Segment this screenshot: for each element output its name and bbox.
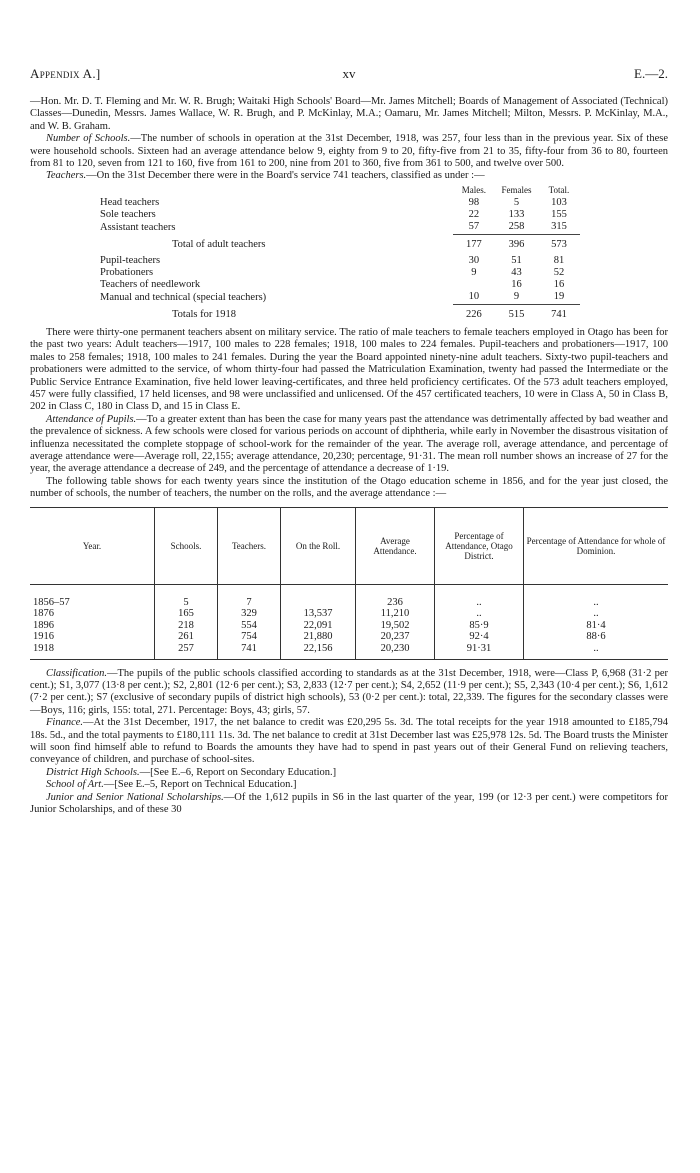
- scholar-text: —Of the 1,612 pupils in S6 in the last quarter of the year, 199 (or 12·3 per cent.) were competitors for Junior Scholarships, and of these 30: [30, 791, 668, 815]
- statistics-table: [30, 507, 668, 660]
- teachers-detail-paragraph: There were thirty-one permanent teachers absent on military service. The ratio of male teachers to female teachers employed in Otago has been for the past two years: Adult teachers—1917, 100 males to 228 females; 1918, 100 males to 224 females. Pupil-teachers and probationers—1917, 100 males to 258 females; 1918, 100 males to 241 females. During the year the Board appointed ninety-nine adult teachers. Sixty-two pupil-teachers and probationers were admitted to the service, of whom thirty-four had passed the Matriculation Examination, twenty had passed the Intermediate or the Public Service Entrance Examination, five held lower leaving-certificates, and three held proficiency certificates. Of the 573 adult teachers employed, 457 were fully classified, 17 held licenses, and 98 were unclassified and unlicensed. Of the 457 certificated teachers, 10 were in Class A, 50 in Class B, 202 in Class C, 180 in Class D, and 15 in Class E.: [30, 326, 668, 413]
- col-teachers: Teachers.: [218, 507, 281, 584]
- header-document-code: E.—2.: [634, 66, 668, 81]
- scholarships-paragraph: [30, 792, 668, 817]
- school-of-art-paragraph: [30, 779, 668, 791]
- table-row: Sole teachers 22 133 155: [100, 209, 567, 221]
- table-row: Teachers of needlework 16 16: [100, 279, 565, 291]
- classification-paragraph: [30, 668, 668, 718]
- teachers-text: —On the 31st December there were in the Board's service 741 teachers, classified as under :—: [86, 170, 485, 182]
- table-row: 1896 218 554 22,091 19,502 85·9 81·4: [30, 620, 668, 632]
- dhs-heading: District High Schools.: [46, 766, 140, 778]
- table-row: 1916 261 754 21,880 20,237 92·4 88·6: [30, 631, 668, 643]
- district-high-schools-paragraph: [30, 767, 668, 779]
- col-schools: Schools.: [155, 507, 218, 584]
- grand-total-row: Totals for 1918 226 515 741: [172, 308, 567, 320]
- attendance-heading: Attendance of Pupils.: [46, 413, 137, 425]
- col-males: Males.: [461, 184, 487, 195]
- page-body: [30, 96, 668, 816]
- table-row: 1918 257 741 22,156 20,230 91·31 ..: [30, 643, 668, 659]
- teachers-paragraph: [30, 170, 668, 182]
- table-row: Pupil-teachers 30 51 81: [100, 254, 565, 266]
- col-on-the-roll: On the Roll.: [281, 507, 356, 584]
- scholar-heading: Junior and Senior National Scholarships.: [46, 791, 224, 803]
- finance-paragraph: [30, 717, 668, 767]
- table-row: Assistant teachers 57 258 315: [100, 221, 567, 233]
- finance-heading: Finance.: [46, 717, 84, 729]
- page-header: [30, 66, 668, 82]
- table-row: Probationers 9 43 52: [100, 267, 565, 279]
- classification-text: —The pupils of the public schools classified according to standards as at the 31st December, 1918, were—Class P, 6,968 (31·2 per cent.); S1, 3,077 (13·8 per cent.); S2, 2,801 (12·6 per cent.); S3, 2,833 (12·7 per cent.); S4, 2,652 (11·9 per cent.); S5, 2,343 (10·4 per cent.); S6, 1,612 (7·2 per cent.); S7 (exclusive of secondary pupils of district high schools), 53 (0·2 per cent.): total, 22,339. The figures for the secondary classes were—Boys, 116; girls, 155: total, 271. Percentage: Boys, 43; girls, 57.: [30, 667, 668, 716]
- schools-paragraph: [30, 133, 668, 170]
- table-row: Manual and technical (special teachers) 10 9 19: [100, 291, 565, 303]
- teachers-heading: Teachers.: [46, 170, 87, 182]
- classification-heading: Classification.: [46, 667, 107, 679]
- col-average-attendance: Average Attendance.: [356, 507, 435, 584]
- schools-heading: Number of Schools.: [46, 133, 131, 145]
- teacher-classification-table: [100, 183, 580, 321]
- col-females: Females: [501, 184, 532, 195]
- col-percentage-otago: Percentage of Attendance, Otago District.: [435, 507, 524, 584]
- attendance-text: —To a greater extent than has been the case for many years past the attendance was detrimentally affected by bad weather and the prevalence of sickness. A few schools were closed for various periods on account of diphtheria, while early in November the disastrous visitation of influenza necessitated the complete stoppage of school-work for the remainder of the year. The average roll, average attendance, and percentage of average attendance were—Average roll, 22,155; average attendance, 20,230; percentage, 91·31. The mean roll number shows an increase of 27 for the year, the average attendance a decrease of 249, and the percentage of attendance a decrease of 1·19.: [30, 413, 668, 475]
- header-appendix: Appendix A.]: [30, 66, 101, 81]
- finance-text: —At the 31st December, 1917, the net balance to credit was £20,295 5s. 3d. The total receipts for the year 1918 amounted to £185,794 18s. 5d., and the total payments to £180,111 11s. 3d. The net balance to credit at 31st December last was £25,978 12s. 5d. The Board trusts the Minister will soon find himself able to refund to Boards the amounts they have had to spend in past years out of their General Fund on relieving teachers, conveyance of children, and purchase of school-sites.: [30, 717, 668, 766]
- table-row: 1876 165 329 13,537 11,210 .. ..: [30, 608, 668, 620]
- intro-paragraph: —Hon. Mr. D. T. Fleming and Mr. W. R. Brugh; Waitaki High Schools' Board—Mr. James Mitchell; Boards of Management of Associated (Technical) Classes—Dunedin, Messrs. James Wallace, W. R. Brugh, and P. McKinlay, M.A.; Oamaru, Mr. James Mitchell; Milton, Messrs. P. McKinlay, M.A., and W. B. Graham.: [30, 96, 668, 132]
- schools-text: —The number of schools in operation at the 31st December, 1918, was 257, four less than in the previous year. Six of these were household schools. Sixteen had an average attendance below 9, eighty from 9 to 20, fifty-five from 21 to 35, fifty-four from 36 to 80, fourteen from 81 to 120, seven from 121 to 160, five from 161 to 200, nine from 201 to 360, five from 361 to 500, and twelve over 500.: [30, 133, 668, 170]
- art-heading: School of Art.: [46, 779, 104, 791]
- table-row: Head teachers 98 5 103: [100, 197, 567, 209]
- col-percentage-dominion: Percentage of Attendance for whole of Dominion.: [524, 507, 669, 584]
- following-paragraph: The following table shows for each twenty years since the institution of the Otago education scheme in 1856, and for the year just closed, the number of schools, the number of teachers, the number on the rolls, and the average attendance :—: [30, 475, 668, 500]
- dhs-text: —[See E.–6, Report on Secondary Education.]: [139, 766, 337, 778]
- col-total: Total.: [548, 184, 570, 195]
- adult-total-row: Total of adult teachers 177 396 573: [172, 238, 567, 250]
- col-year: Year.: [82, 540, 102, 551]
- art-text: —[See E.–5, Report on Technical Education.]: [103, 779, 297, 791]
- header-page-number: xv: [342, 66, 356, 81]
- attendance-paragraph: [30, 414, 668, 476]
- table-row: 1856–57 5 7 236 .. ..: [30, 597, 668, 609]
